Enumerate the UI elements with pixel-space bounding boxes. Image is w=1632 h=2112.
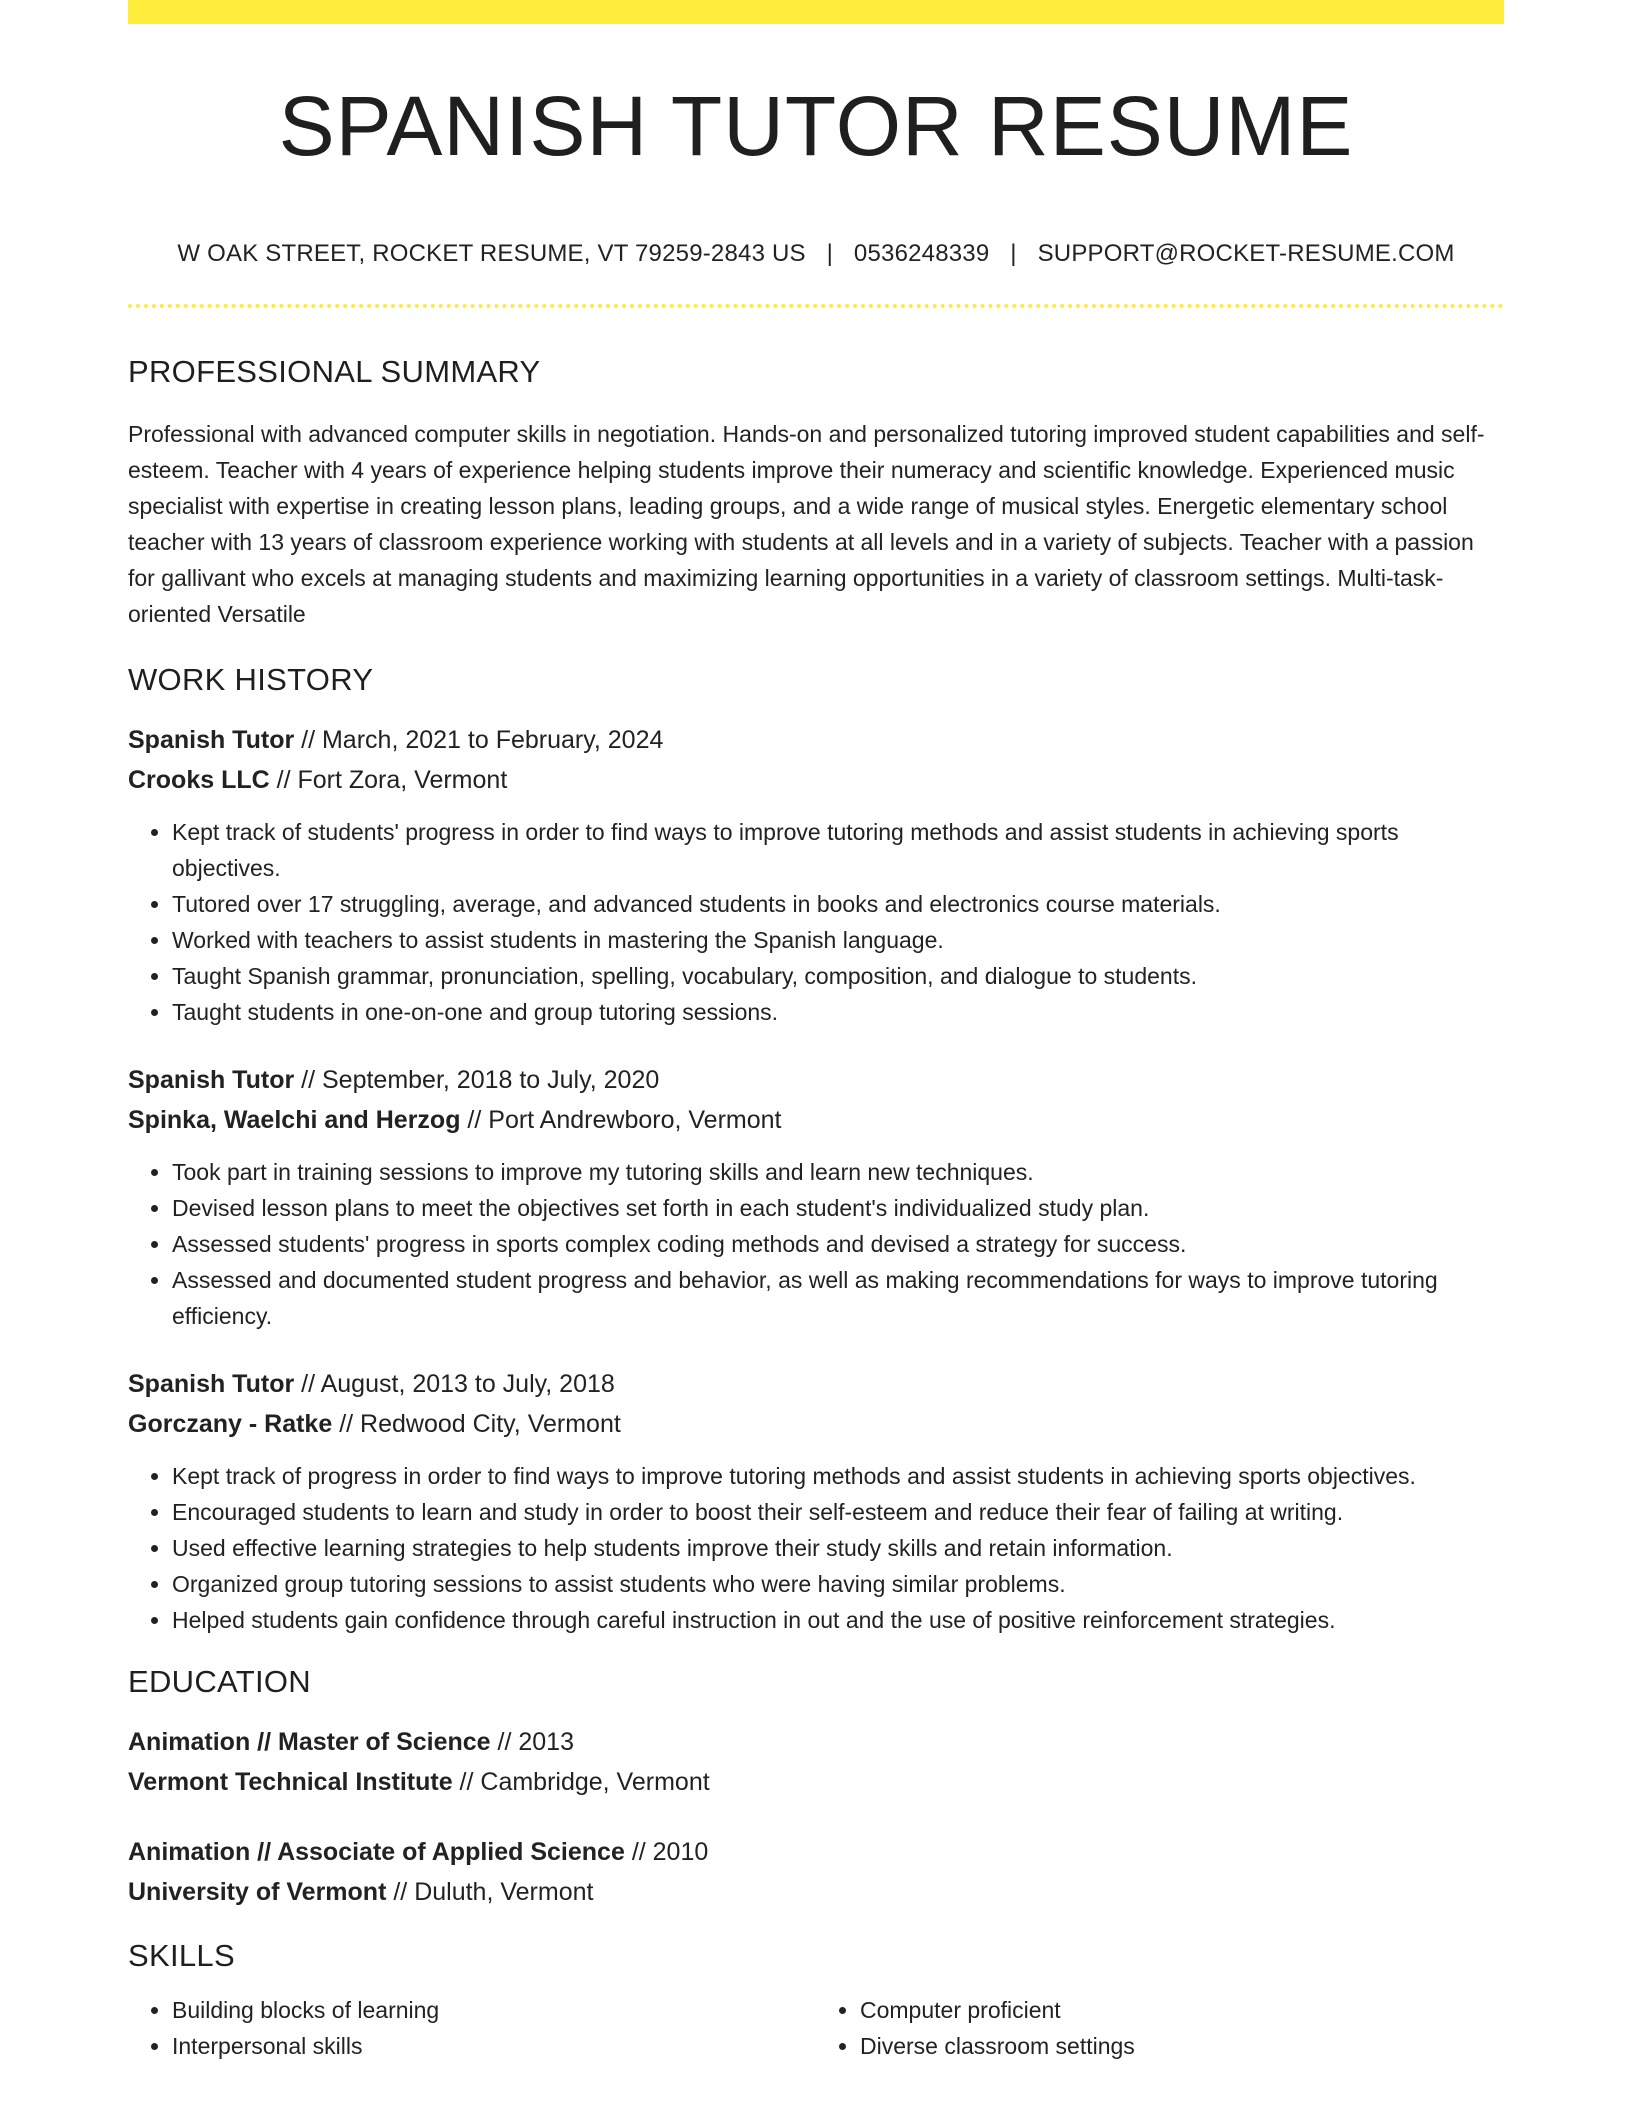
accent-bar	[128, 0, 1504, 24]
job-dates: // March, 2021 to February, 2024	[294, 726, 664, 754]
job-company: Crooks LLC	[128, 766, 270, 794]
job-entry	[128, 1060, 1504, 1334]
job-entry	[128, 720, 1504, 1030]
job-location: // Redwood City, Vermont	[332, 1410, 621, 1438]
summary-heading: PROFESSIONAL SUMMARY	[128, 354, 541, 389]
degree-year: // 2013	[490, 1728, 574, 1756]
list-item: • Diverse classroom settings	[860, 2028, 1504, 2064]
job-company-line	[128, 1100, 1504, 1140]
job-bullets	[128, 1458, 1504, 1638]
list-item: • Assessed and documented student progress and behavior, as well as making recommendations for ways to improve tutoring efficiency.	[172, 1262, 1504, 1334]
list-item: • Tutored over 17 struggling, average, and advanced students in books and electronics course materials.	[172, 886, 1504, 922]
summary-text: Professional with advanced computer skills in negotiation. Hands-on and personalized tutoring improved student capabilities and self-esteem. Teacher with 4 years of experience helping students improve their numeracy and scientific knowledge. Experienced music specialist with expertise in creating lesson plans, leading groups, and a wide range of musical styles. Energetic elementary school teacher with 13 years of classroom experience working with students at all levels and in a variety of subjects. Teacher with a passion for gallivant who excels at managing students and maximizing learning opportunities in a variety of classroom settings. Multi-task-oriented Versatile	[128, 421, 1485, 627]
job-bullets	[128, 814, 1504, 1030]
job-location: // Fort Zora, Vermont	[269, 766, 508, 794]
list-item: • Devised lesson plans to meet the objectives set forth in each student's individualized study plan.	[172, 1190, 1504, 1226]
job-company: Gorczany - Ratke	[128, 1410, 333, 1438]
list-item: • Used effective learning strategies to help students improve their study skills and retain information.	[172, 1530, 1504, 1566]
job-company-line	[128, 1404, 1504, 1444]
contact-email[interactable]: SUPPORT@ROCKET-RESUME.COM	[1037, 240, 1455, 267]
job-role-line	[128, 1364, 1504, 1404]
education-entry	[128, 1832, 1504, 1912]
contact-line	[128, 240, 1504, 268]
education-entry	[128, 1722, 1504, 1802]
list-item: • Taught students in one-on-one and group tutoring sessions.	[172, 994, 1504, 1030]
school-location: // Cambridge, Vermont	[452, 1768, 710, 1796]
job-role: Spanish Tutor	[128, 726, 295, 754]
school-line	[128, 1872, 1504, 1912]
school: University of Vermont	[128, 1878, 387, 1906]
list-item: • Took part in training sessions to improve my tutoring skills and learn new techniques.	[172, 1154, 1504, 1190]
contact-separator: |	[826, 240, 834, 267]
degree-year: // 2010	[624, 1838, 709, 1866]
contact-address: W OAK STREET, ROCKET RESUME, VT 79259-2843 US	[177, 240, 806, 267]
degree: Animation // Associate of Applied Science	[128, 1838, 625, 1866]
degree: Animation // Master of Science	[128, 1728, 491, 1756]
job-role: Spanish Tutor	[128, 1370, 295, 1398]
work-heading: WORK HISTORY	[128, 662, 374, 697]
list-item: • Kept track of progress in order to find ways to improve tutoring methods and assist students in achieving sports objectives.	[172, 1458, 1504, 1494]
list-item: • Kept track of students' progress in order to find ways to improve tutoring methods and assist students in achieving sports objectives.	[172, 814, 1504, 886]
list-item: • Encouraged students to learn and study in order to boost their self-esteem and reduce their fear of failing at writing.	[172, 1494, 1504, 1530]
job-role-line	[128, 1060, 1504, 1100]
job-company-line	[128, 760, 1504, 800]
list-item: • Worked with teachers to assist students in mastering the Spanish language.	[172, 922, 1504, 958]
job-location: // Port Andrewboro, Vermont	[460, 1106, 782, 1134]
education-heading: EDUCATION	[128, 1664, 311, 1699]
contact-separator: |	[1010, 240, 1017, 267]
list-item: • Taught Spanish grammar, pronunciation, spelling, vocabulary, composition, and dialogue to students.	[172, 958, 1504, 994]
skills-column-right	[816, 1992, 1504, 2064]
skills-list	[128, 1992, 1504, 2064]
list-item: • Computer proficient	[860, 1992, 1504, 2028]
skills-heading: SKILLS	[128, 1938, 235, 1973]
resume-title: SPANISH TUTOR RESUME	[278, 79, 1354, 173]
resume-page	[128, 0, 1504, 2064]
degree-line	[128, 1832, 1504, 1872]
school-line	[128, 1762, 1504, 1802]
school-location: // Duluth, Vermont	[386, 1878, 594, 1906]
list-item: • Organized group tutoring sessions to assist students who were having similar problems.	[172, 1566, 1504, 1602]
contact-phone: 0536248339	[853, 240, 990, 267]
list-item: • Interpersonal skills	[172, 2028, 816, 2064]
skills-column-left	[128, 1992, 816, 2064]
job-company: Spinka, Waelchi and Herzog	[128, 1106, 461, 1134]
degree-line	[128, 1722, 1504, 1762]
job-dates: // September, 2018 to July, 2020	[294, 1066, 660, 1094]
dotted-divider	[128, 304, 1504, 308]
job-bullets	[128, 1154, 1504, 1334]
job-entry	[128, 1364, 1504, 1638]
list-item: • Building blocks of learning	[172, 1992, 816, 2028]
job-dates: // August, 2013 to July, 2018	[294, 1370, 615, 1398]
list-item: • Assessed students' progress in sports complex coding methods and devised a strategy for success.	[172, 1226, 1504, 1262]
job-role: Spanish Tutor	[128, 1066, 295, 1094]
school: Vermont Technical Institute	[128, 1768, 453, 1796]
job-role-line	[128, 720, 1504, 760]
list-item: • Helped students gain confidence through careful instruction in out and the use of positive reinforcement strategies.	[172, 1602, 1504, 1638]
